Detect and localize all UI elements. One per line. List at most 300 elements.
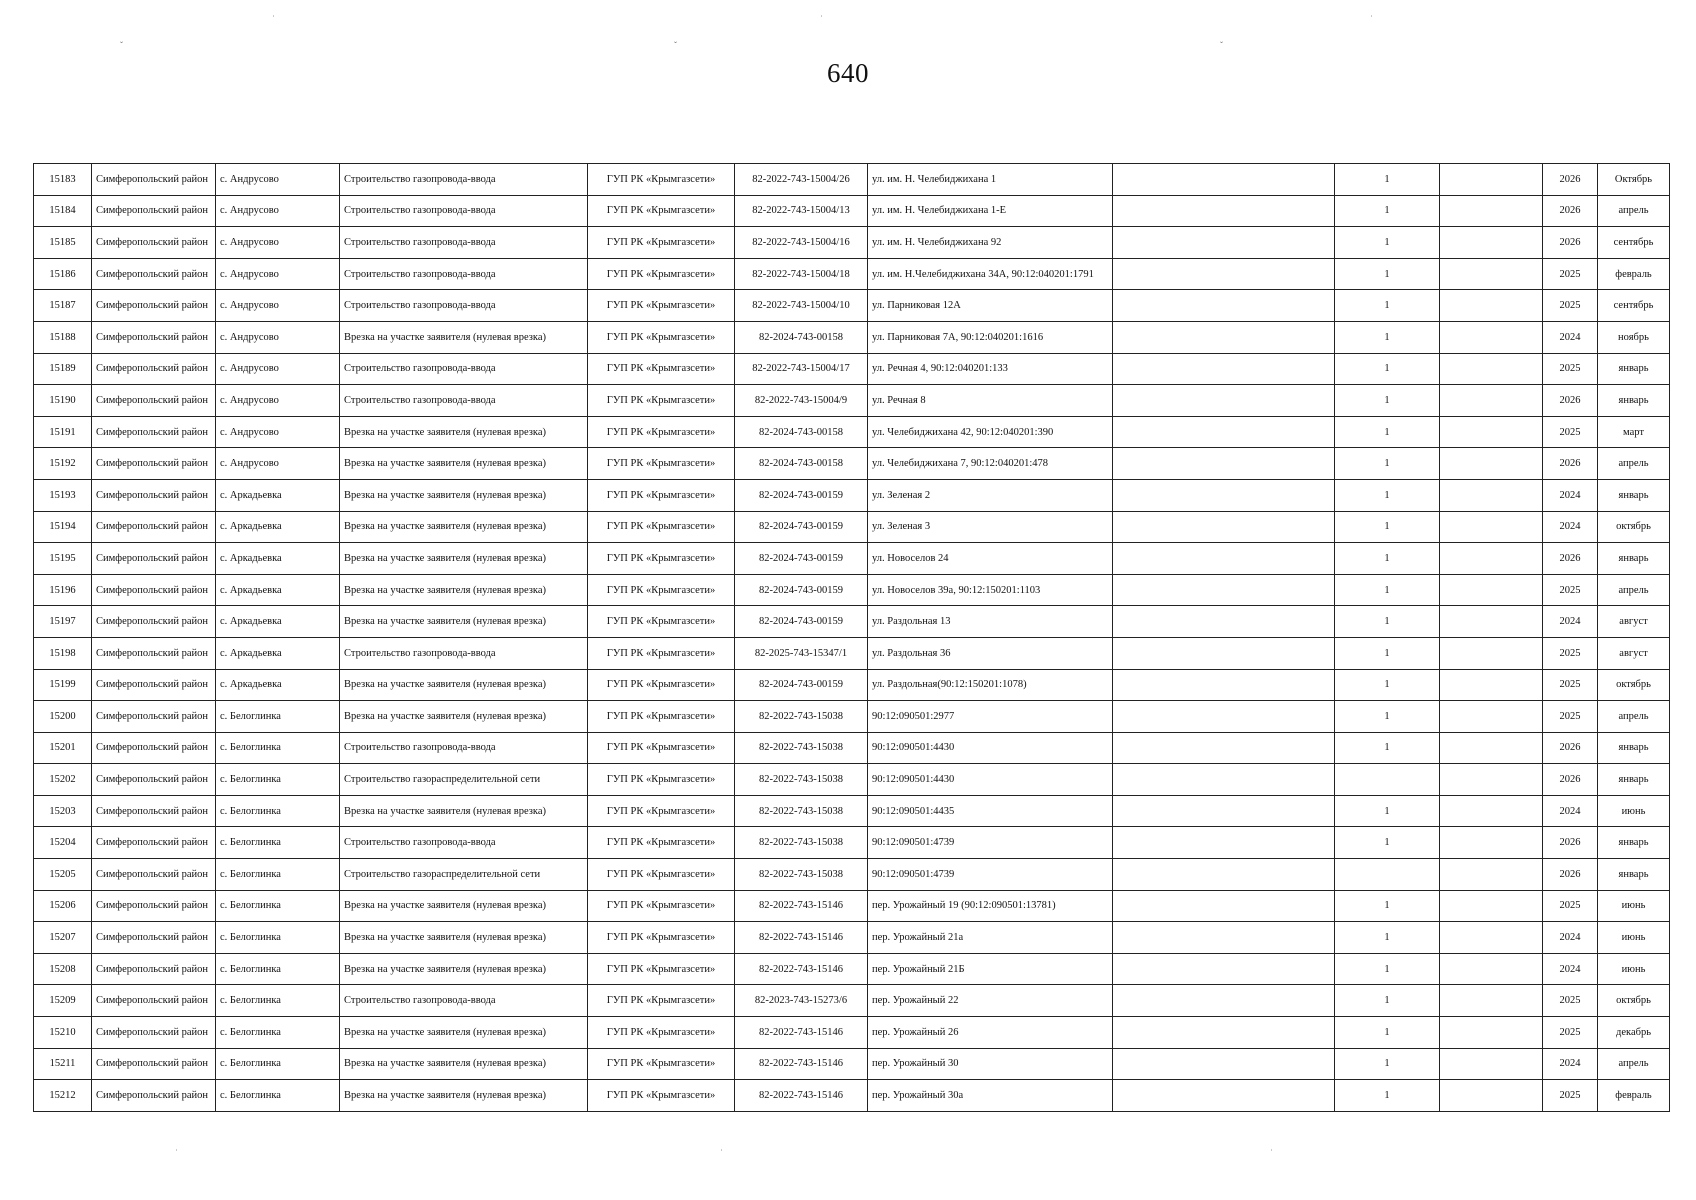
village-cell: с. Белоглинка	[216, 922, 340, 954]
row-number: 15201	[34, 732, 92, 764]
village-cell: с. Аркадьевка	[216, 637, 340, 669]
quantity-cell: 1	[1335, 985, 1440, 1017]
work-type-cell: Строительство газопровода-ввода	[340, 637, 588, 669]
registration-code-cell: 82-2022-743-15038	[735, 859, 868, 891]
work-type-cell: Строительство газопровода-ввода	[340, 827, 588, 859]
row-number: 15207	[34, 922, 92, 954]
quantity-cell: 1	[1335, 669, 1440, 701]
row-number: 15210	[34, 1017, 92, 1049]
scan-speck: ˙	[1370, 14, 1373, 24]
registration-code-cell: 82-2022-743-15004/10	[735, 290, 868, 322]
empty-cell	[1440, 985, 1543, 1017]
empty-cell	[1440, 227, 1543, 259]
month-cell: январь	[1598, 385, 1670, 417]
row-number: 15189	[34, 353, 92, 385]
organization-cell: ГУП РК «Крымгазсети»	[588, 637, 735, 669]
empty-cell	[1440, 890, 1543, 922]
year-cell: 2025	[1543, 353, 1598, 385]
registration-code-cell: 82-2022-743-15146	[735, 953, 868, 985]
district-cell: Симферопольский район	[92, 795, 216, 827]
district-cell: Симферопольский район	[92, 290, 216, 322]
table-row	[34, 164, 1670, 196]
address-cell: ул. Речная 4, 90:12:040201:133	[868, 353, 1113, 385]
address-cell: ул. Раздольная(90:12:150201:1078)	[868, 669, 1113, 701]
address-cell: пер. Урожайный 30а	[868, 1080, 1113, 1112]
year-cell: 2026	[1543, 764, 1598, 796]
empty-cell	[1113, 827, 1335, 859]
quantity-cell: 1	[1335, 574, 1440, 606]
month-cell: январь	[1598, 827, 1670, 859]
page-number: 640	[827, 58, 869, 88]
organization-cell: ГУП РК «Крымгазсети»	[588, 764, 735, 796]
district-cell: Симферопольский район	[92, 164, 216, 196]
empty-cell	[1113, 321, 1335, 353]
village-cell: с. Белоглинка	[216, 1017, 340, 1049]
district-cell: Симферопольский район	[92, 511, 216, 543]
organization-cell: ГУП РК «Крымгазсети»	[588, 922, 735, 954]
address-cell: ул. Челебиджихана 42, 90:12:040201:390	[868, 416, 1113, 448]
address-cell: ул. Челебиджихана 7, 90:12:040201:478	[868, 448, 1113, 480]
registration-code-cell: 82-2022-743-15038	[735, 732, 868, 764]
village-cell: с. Аркадьевка	[216, 669, 340, 701]
village-cell: с. Андрусово	[216, 448, 340, 480]
address-cell: пер. Урожайный 19 (90:12:090501:13781)	[868, 890, 1113, 922]
empty-cell	[1113, 1048, 1335, 1080]
village-cell: с. Андрусово	[216, 290, 340, 322]
empty-cell	[1440, 922, 1543, 954]
row-number: 15185	[34, 227, 92, 259]
row-number: 15198	[34, 637, 92, 669]
work-type-cell: Строительство газопровода-ввода	[340, 985, 588, 1017]
scan-speck: ˇ	[1220, 40, 1223, 50]
month-cell: октябрь	[1598, 985, 1670, 1017]
village-cell: с. Аркадьевка	[216, 511, 340, 543]
address-cell: пер. Урожайный 26	[868, 1017, 1113, 1049]
empty-cell	[1113, 732, 1335, 764]
organization-cell: ГУП РК «Крымгазсети»	[588, 511, 735, 543]
empty-cell	[1440, 953, 1543, 985]
year-cell: 2025	[1543, 574, 1598, 606]
empty-cell	[1113, 922, 1335, 954]
registration-code-cell: 82-2022-743-15146	[735, 1080, 868, 1112]
row-number: 15187	[34, 290, 92, 322]
address-cell: 90:12:090501:4430	[868, 764, 1113, 796]
empty-cell	[1113, 385, 1335, 417]
address-cell: 90:12:090501:4430	[868, 732, 1113, 764]
district-cell: Симферопольский район	[92, 764, 216, 796]
row-number: 15196	[34, 574, 92, 606]
row-number: 15203	[34, 795, 92, 827]
empty-cell	[1113, 1017, 1335, 1049]
empty-cell	[1113, 701, 1335, 733]
table-row	[34, 606, 1670, 638]
organization-cell: ГУП РК «Крымгазсети»	[588, 669, 735, 701]
quantity-cell: 1	[1335, 795, 1440, 827]
table-row	[34, 195, 1670, 227]
year-cell: 2026	[1543, 164, 1598, 196]
organization-cell: ГУП РК «Крымгазсети»	[588, 890, 735, 922]
year-cell: 2024	[1543, 795, 1598, 827]
row-number: 15190	[34, 385, 92, 417]
village-cell: с. Белоглинка	[216, 1048, 340, 1080]
address-cell: ул. Парниковая 7А, 90:12:040201:1616	[868, 321, 1113, 353]
row-number: 15202	[34, 764, 92, 796]
year-cell: 2026	[1543, 859, 1598, 891]
empty-cell	[1440, 827, 1543, 859]
empty-cell	[1440, 479, 1543, 511]
table-row	[34, 353, 1670, 385]
empty-cell	[1113, 637, 1335, 669]
month-cell: январь	[1598, 732, 1670, 764]
registration-code-cell: 82-2024-743-00159	[735, 669, 868, 701]
registration-code-cell: 82-2024-743-00158	[735, 416, 868, 448]
table-row	[34, 290, 1670, 322]
year-cell: 2025	[1543, 1017, 1598, 1049]
table-row	[34, 764, 1670, 796]
year-cell: 2026	[1543, 227, 1598, 259]
district-cell: Симферопольский район	[92, 1017, 216, 1049]
table-row	[34, 321, 1670, 353]
month-cell: январь	[1598, 764, 1670, 796]
table-row	[34, 258, 1670, 290]
district-cell: Симферопольский район	[92, 479, 216, 511]
work-type-cell: Строительство газораспределительной сети	[340, 764, 588, 796]
organization-cell: ГУП РК «Крымгазсети»	[588, 859, 735, 891]
table-row	[34, 511, 1670, 543]
empty-cell	[1440, 1080, 1543, 1112]
empty-cell	[1113, 985, 1335, 1017]
work-type-cell: Строительство газопровода-ввода	[340, 385, 588, 417]
year-cell: 2024	[1543, 511, 1598, 543]
organization-cell: ГУП РК «Крымгазсети»	[588, 985, 735, 1017]
empty-cell	[1113, 353, 1335, 385]
year-cell: 2026	[1543, 827, 1598, 859]
month-cell: январь	[1598, 859, 1670, 891]
address-cell: 90:12:090501:2977	[868, 701, 1113, 733]
year-cell: 2025	[1543, 985, 1598, 1017]
organization-cell: ГУП РК «Крымгазсети»	[588, 953, 735, 985]
registration-code-cell: 82-2024-743-00159	[735, 574, 868, 606]
empty-cell	[1440, 416, 1543, 448]
year-cell: 2025	[1543, 701, 1598, 733]
row-number: 15199	[34, 669, 92, 701]
work-type-cell: Строительство газопровода-ввода	[340, 227, 588, 259]
month-cell: апрель	[1598, 574, 1670, 606]
village-cell: с. Андрусово	[216, 195, 340, 227]
work-type-cell: Строительство газораспределительной сети	[340, 859, 588, 891]
registration-code-cell: 82-2024-743-00158	[735, 448, 868, 480]
work-type-cell: Строительство газопровода-ввода	[340, 732, 588, 764]
empty-cell	[1113, 416, 1335, 448]
organization-cell: ГУП РК «Крымгазсети»	[588, 321, 735, 353]
year-cell: 2024	[1543, 479, 1598, 511]
empty-cell	[1440, 290, 1543, 322]
village-cell: с. Белоглинка	[216, 859, 340, 891]
organization-cell: ГУП РК «Крымгазсети»	[588, 795, 735, 827]
table-row	[34, 827, 1670, 859]
row-number: 15195	[34, 543, 92, 575]
quantity-cell: 1	[1335, 701, 1440, 733]
address-cell: ул. Раздольная 13	[868, 606, 1113, 638]
scan-speck: ˙	[272, 14, 275, 24]
work-type-cell: Врезка на участке заявителя (нулевая врезка)	[340, 511, 588, 543]
empty-cell	[1440, 1017, 1543, 1049]
row-number: 15191	[34, 416, 92, 448]
district-cell: Симферопольский район	[92, 321, 216, 353]
scan-speck: ˇ	[120, 40, 123, 50]
empty-cell	[1440, 669, 1543, 701]
village-cell: с. Белоглинка	[216, 827, 340, 859]
district-cell: Симферопольский район	[92, 543, 216, 575]
year-cell: 2026	[1543, 543, 1598, 575]
month-cell: октябрь	[1598, 511, 1670, 543]
empty-cell	[1113, 227, 1335, 259]
quantity-cell: 1	[1335, 1048, 1440, 1080]
quantity-cell: 1	[1335, 511, 1440, 543]
row-number: 15186	[34, 258, 92, 290]
empty-cell	[1113, 258, 1335, 290]
organization-cell: ГУП РК «Крымгазсети»	[588, 448, 735, 480]
row-number: 15183	[34, 164, 92, 196]
month-cell: сентябрь	[1598, 290, 1670, 322]
registration-code-cell: 82-2022-743-15038	[735, 764, 868, 796]
table-row	[34, 701, 1670, 733]
address-cell: пер. Урожайный 22	[868, 985, 1113, 1017]
year-cell: 2025	[1543, 637, 1598, 669]
address-cell: 90:12:090501:4739	[868, 827, 1113, 859]
address-cell: ул. Зеленая 3	[868, 511, 1113, 543]
village-cell: с. Белоглинка	[216, 890, 340, 922]
table-row	[34, 385, 1670, 417]
table-row	[34, 227, 1670, 259]
district-cell: Симферопольский район	[92, 701, 216, 733]
table-row	[34, 985, 1670, 1017]
village-cell: с. Андрусово	[216, 416, 340, 448]
village-cell: с. Андрусово	[216, 385, 340, 417]
empty-cell	[1113, 859, 1335, 891]
organization-cell: ГУП РК «Крымгазсети»	[588, 827, 735, 859]
empty-cell	[1440, 1048, 1543, 1080]
address-cell: ул. им. Н. Челебиджихана 92	[868, 227, 1113, 259]
work-type-cell: Врезка на участке заявителя (нулевая врезка)	[340, 669, 588, 701]
district-cell: Симферопольский район	[92, 827, 216, 859]
row-number: 15209	[34, 985, 92, 1017]
address-cell: ул. Новоселов 39а, 90:12:150201:1103	[868, 574, 1113, 606]
work-type-cell: Врезка на участке заявителя (нулевая врезка)	[340, 701, 588, 733]
row-number: 15200	[34, 701, 92, 733]
table-row	[34, 732, 1670, 764]
month-cell: апрель	[1598, 1048, 1670, 1080]
district-cell: Симферопольский район	[92, 416, 216, 448]
address-cell: пер. Урожайный 21а	[868, 922, 1113, 954]
work-type-cell: Строительство газопровода-ввода	[340, 290, 588, 322]
row-number: 15192	[34, 448, 92, 480]
year-cell: 2024	[1543, 922, 1598, 954]
work-type-cell: Врезка на участке заявителя (нулевая врезка)	[340, 922, 588, 954]
empty-cell	[1113, 764, 1335, 796]
empty-cell	[1440, 385, 1543, 417]
empty-cell	[1113, 606, 1335, 638]
row-number: 15212	[34, 1080, 92, 1112]
district-cell: Симферопольский район	[92, 353, 216, 385]
district-cell: Симферопольский район	[92, 922, 216, 954]
address-cell: ул. им. Н.Челебиджихана 34А, 90:12:040201:1791	[868, 258, 1113, 290]
row-number: 15204	[34, 827, 92, 859]
district-cell: Симферопольский район	[92, 890, 216, 922]
quantity-cell	[1335, 764, 1440, 796]
address-cell: пер. Урожайный 30	[868, 1048, 1113, 1080]
district-cell: Симферопольский район	[92, 448, 216, 480]
row-number: 15208	[34, 953, 92, 985]
village-cell: с. Андрусово	[216, 258, 340, 290]
registration-code-cell: 82-2022-743-15038	[735, 795, 868, 827]
address-cell: пер. Урожайный 21Б	[868, 953, 1113, 985]
organization-cell: ГУП РК «Крымгазсети»	[588, 416, 735, 448]
address-cell: ул. Речная 8	[868, 385, 1113, 417]
district-cell: Симферопольский район	[92, 258, 216, 290]
empty-cell	[1113, 795, 1335, 827]
district-cell: Симферопольский район	[92, 732, 216, 764]
address-cell: 90:12:090501:4739	[868, 859, 1113, 891]
registration-code-cell: 82-2022-743-15004/9	[735, 385, 868, 417]
organization-cell: ГУП РК «Крымгазсети»	[588, 385, 735, 417]
organization-cell: ГУП РК «Крымгазсети»	[588, 1080, 735, 1112]
year-cell: 2025	[1543, 290, 1598, 322]
quantity-cell: 1	[1335, 385, 1440, 417]
organization-cell: ГУП РК «Крымгазсети»	[588, 290, 735, 322]
year-cell: 2026	[1543, 195, 1598, 227]
work-type-cell: Врезка на участке заявителя (нулевая врезка)	[340, 543, 588, 575]
year-cell: 2025	[1543, 669, 1598, 701]
district-cell: Симферопольский район	[92, 606, 216, 638]
month-cell: март	[1598, 416, 1670, 448]
empty-cell	[1440, 574, 1543, 606]
registration-code-cell: 82-2022-743-15146	[735, 1048, 868, 1080]
work-type-cell: Врезка на участке заявителя (нулевая врезка)	[340, 1048, 588, 1080]
empty-cell	[1113, 543, 1335, 575]
district-cell: Симферопольский район	[92, 669, 216, 701]
work-type-cell: Врезка на участке заявителя (нулевая врезка)	[340, 953, 588, 985]
village-cell: с. Аркадьевка	[216, 574, 340, 606]
empty-cell	[1113, 669, 1335, 701]
empty-cell	[1440, 764, 1543, 796]
organization-cell: ГУП РК «Крымгазсети»	[588, 479, 735, 511]
month-cell: январь	[1598, 543, 1670, 575]
empty-cell	[1440, 637, 1543, 669]
village-cell: с. Белоглинка	[216, 732, 340, 764]
empty-cell	[1113, 164, 1335, 196]
address-cell: ул. Зеленая 2	[868, 479, 1113, 511]
table-row	[34, 637, 1670, 669]
registration-code-cell: 82-2022-743-15004/16	[735, 227, 868, 259]
table-row	[34, 479, 1670, 511]
row-number: 15188	[34, 321, 92, 353]
registration-code-cell: 82-2022-743-15146	[735, 890, 868, 922]
table-row	[34, 1048, 1670, 1080]
work-type-cell: Врезка на участке заявителя (нулевая врезка)	[340, 321, 588, 353]
year-cell: 2025	[1543, 258, 1598, 290]
organization-cell: ГУП РК «Крымгазсети»	[588, 164, 735, 196]
quantity-cell: 1	[1335, 164, 1440, 196]
village-cell: с. Аркадьевка	[216, 479, 340, 511]
year-cell: 2024	[1543, 1048, 1598, 1080]
year-cell: 2024	[1543, 953, 1598, 985]
year-cell: 2025	[1543, 890, 1598, 922]
village-cell: с. Аркадьевка	[216, 543, 340, 575]
work-type-cell: Врезка на участке заявителя (нулевая врезка)	[340, 606, 588, 638]
registration-code-cell: 82-2022-743-15004/18	[735, 258, 868, 290]
table-row	[34, 669, 1670, 701]
organization-cell: ГУП РК «Крымгазсети»	[588, 1017, 735, 1049]
quantity-cell: 1	[1335, 479, 1440, 511]
empty-cell	[1113, 448, 1335, 480]
quantity-cell: 1	[1335, 890, 1440, 922]
district-cell: Симферопольский район	[92, 385, 216, 417]
village-cell: с. Белоглинка	[216, 701, 340, 733]
organization-cell: ГУП РК «Крымгазсети»	[588, 195, 735, 227]
table-row	[34, 953, 1670, 985]
quantity-cell: 1	[1335, 290, 1440, 322]
scan-speck: ˙	[720, 1148, 723, 1158]
district-cell: Симферопольский район	[92, 1048, 216, 1080]
scan-speck: ˙	[1270, 1148, 1273, 1158]
quantity-cell: 1	[1335, 195, 1440, 227]
empty-cell	[1113, 290, 1335, 322]
row-number: 15205	[34, 859, 92, 891]
village-cell: с. Андрусово	[216, 227, 340, 259]
registration-code-cell: 82-2024-743-00159	[735, 479, 868, 511]
empty-cell	[1113, 953, 1335, 985]
year-cell: 2024	[1543, 606, 1598, 638]
empty-cell	[1113, 479, 1335, 511]
organization-cell: ГУП РК «Крымгазсети»	[588, 1048, 735, 1080]
row-number: 15211	[34, 1048, 92, 1080]
month-cell: июнь	[1598, 795, 1670, 827]
month-cell: Октябрь	[1598, 164, 1670, 196]
scan-speck: ˇ	[674, 40, 677, 50]
scan-speck: ˙	[820, 14, 823, 24]
table-body	[34, 164, 1670, 1112]
table-row	[34, 574, 1670, 606]
empty-cell	[1440, 543, 1543, 575]
organization-cell: ГУП РК «Крымгазсети»	[588, 227, 735, 259]
empty-cell	[1440, 732, 1543, 764]
village-cell: с. Белоглинка	[216, 764, 340, 796]
empty-cell	[1440, 859, 1543, 891]
work-type-cell: Строительство газопровода-ввода	[340, 195, 588, 227]
address-cell: 90:12:090501:4435	[868, 795, 1113, 827]
empty-cell	[1113, 1080, 1335, 1112]
registration-code-cell: 82-2024-743-00159	[735, 543, 868, 575]
quantity-cell: 1	[1335, 543, 1440, 575]
quantity-cell: 1	[1335, 416, 1440, 448]
empty-cell	[1113, 574, 1335, 606]
quantity-cell: 1	[1335, 953, 1440, 985]
month-cell: апрель	[1598, 701, 1670, 733]
village-cell: с. Белоглинка	[216, 1080, 340, 1112]
month-cell: январь	[1598, 353, 1670, 385]
address-cell: ул. Новоселов 24	[868, 543, 1113, 575]
table-row	[34, 1080, 1670, 1112]
table-row	[34, 1017, 1670, 1049]
registration-code-cell: 82-2024-743-00159	[735, 511, 868, 543]
month-cell: сентябрь	[1598, 227, 1670, 259]
village-cell: с. Белоглинка	[216, 953, 340, 985]
month-cell: апрель	[1598, 195, 1670, 227]
empty-cell	[1440, 353, 1543, 385]
empty-cell	[1440, 195, 1543, 227]
registration-code-cell: 82-2025-743-15347/1	[735, 637, 868, 669]
